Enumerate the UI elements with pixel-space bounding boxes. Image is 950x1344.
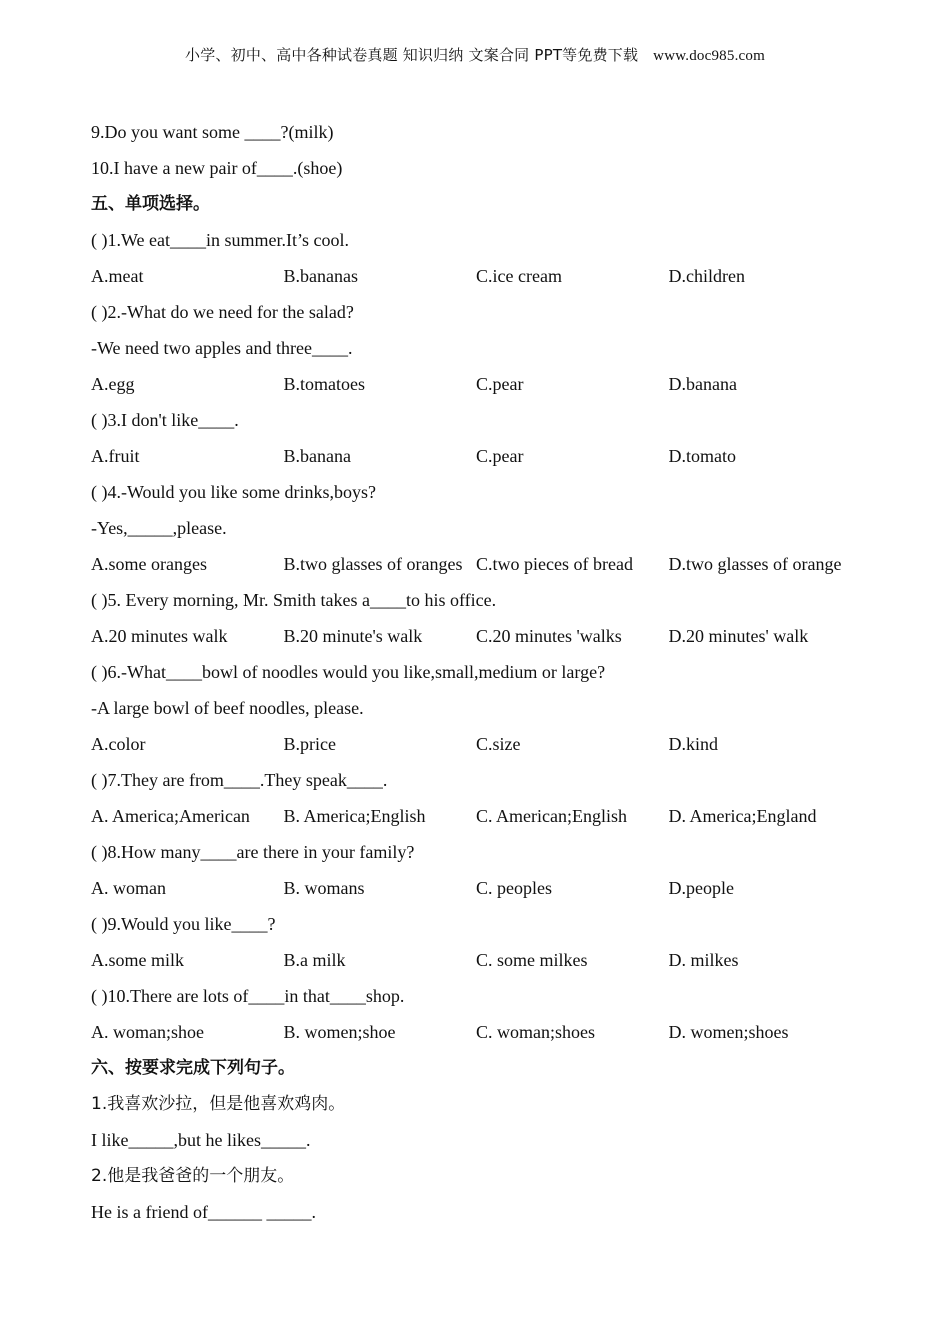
option-b: B.two glasses of oranges <box>283 554 463 574</box>
question-7-stem: ( )7.They are from____.They speak____. <box>91 770 388 790</box>
question-6-options <box>91 726 891 762</box>
question-8-options <box>91 870 891 906</box>
question-5-stem: ( )5. Every morning, Mr. Smith takes a____to his office. <box>91 590 497 610</box>
question-2-stem: ( )2.-What do we need for the salad? <box>91 302 354 322</box>
option-b: B. America;English <box>283 806 426 826</box>
question-8-stem: ( )8.How many____are there in your family? <box>91 842 415 862</box>
question-4-options <box>91 546 891 582</box>
sentence-1-chinese: 1.我喜欢沙拉，但是他喜欢鸡肉。 <box>91 1094 346 1114</box>
option-b: B. womans <box>283 878 365 898</box>
worksheet-content <box>91 114 891 1230</box>
sentence-1-english: I like_____,but he likes_____. <box>91 1130 311 1150</box>
fill-item-9: 9.Do you want some ____?(milk) <box>91 122 334 142</box>
question-6-stem: ( )6.-What____bowl of noodles would you like,small,medium or large? <box>91 662 606 682</box>
header-text: 小学、初中、高中各种试卷真题 知识归纳 文案合同 PPT等免费下载 <box>185 46 639 64</box>
option-a: A.some milk <box>91 950 184 970</box>
fill-item-10: 10.I have a new pair of____.(shoe) <box>91 158 343 178</box>
section-5-title: 五、单项选择。 <box>91 194 210 214</box>
option-d: D.kind <box>668 734 718 754</box>
question-5-options <box>91 618 891 654</box>
option-b: B.banana <box>283 446 351 466</box>
option-c: C.two pieces of bread <box>476 554 633 574</box>
option-b: B.20 minute's walk <box>283 626 423 646</box>
sentence-2-chinese: 2.他是我爸爸的一个朋友。 <box>91 1166 295 1186</box>
option-a: A.some oranges <box>91 554 207 574</box>
question-3-stem: ( )3.I don't like____. <box>91 410 239 430</box>
option-d: D. America;England <box>668 806 817 826</box>
question-9-stem: ( )9.Would you like____? <box>91 914 276 934</box>
option-c: C.ice cream <box>476 266 562 286</box>
option-b: B.tomatoes <box>283 374 365 394</box>
option-c: C.pear <box>476 374 524 394</box>
question-1-stem: ( )1.We eat____in summer.It’s cool. <box>91 230 349 250</box>
option-d: D.20 minutes' walk <box>668 626 809 646</box>
question-1-options <box>91 258 891 294</box>
option-a: A.color <box>91 734 146 754</box>
question-2-options <box>91 366 891 402</box>
question-3-options <box>91 438 891 474</box>
option-c: C.20 minutes 'walks <box>476 626 622 646</box>
option-a: A.20 minutes walk <box>91 626 228 646</box>
option-d: D. milkes <box>668 950 739 970</box>
option-d: D.tomato <box>668 446 736 466</box>
option-b: B.price <box>283 734 336 754</box>
option-c: C. some milkes <box>476 950 588 970</box>
sentence-2-english: He is a friend of______ _____. <box>91 1202 316 1222</box>
option-d: D.two glasses of orange <box>668 554 842 574</box>
option-b: B.bananas <box>283 266 358 286</box>
question-9-options <box>91 942 891 978</box>
option-c: C.size <box>476 734 521 754</box>
section-6-title: 六、按要求完成下列句子。 <box>91 1058 295 1078</box>
question-10-options <box>91 1014 891 1050</box>
option-a: A.meat <box>91 266 144 286</box>
question-4-stem-line-2: -Yes,_____,please. <box>91 518 227 538</box>
option-a: A.egg <box>91 374 135 394</box>
page-header <box>0 44 950 65</box>
option-a: A.fruit <box>91 446 140 466</box>
option-b: B. women;shoe <box>283 1022 396 1042</box>
option-a: A. woman <box>91 878 166 898</box>
option-a: A. woman;shoe <box>91 1022 204 1042</box>
option-c: C. American;English <box>476 806 627 826</box>
option-d: D.banana <box>668 374 737 394</box>
option-a: A. America;American <box>91 806 250 826</box>
question-7-options <box>91 798 891 834</box>
header-url: www.doc985.com <box>653 48 765 64</box>
option-d: D. women;shoes <box>668 1022 789 1042</box>
option-d: D.people <box>668 878 734 898</box>
option-c: C. peoples <box>476 878 552 898</box>
question-2-stem-line-2: -We need two apples and three____. <box>91 338 353 358</box>
question-4-stem: ( )4.-Would you like some drinks,boys? <box>91 482 377 502</box>
option-c: C.pear <box>476 446 524 466</box>
question-6-stem-line-2: -A large bowl of beef noodles, please. <box>91 698 364 718</box>
option-d: D.children <box>668 266 745 286</box>
question-10-stem: ( )10.There are lots of____in that____shop. <box>91 986 405 1006</box>
option-c: C. woman;shoes <box>476 1022 595 1042</box>
option-b: B.a milk <box>283 950 346 970</box>
